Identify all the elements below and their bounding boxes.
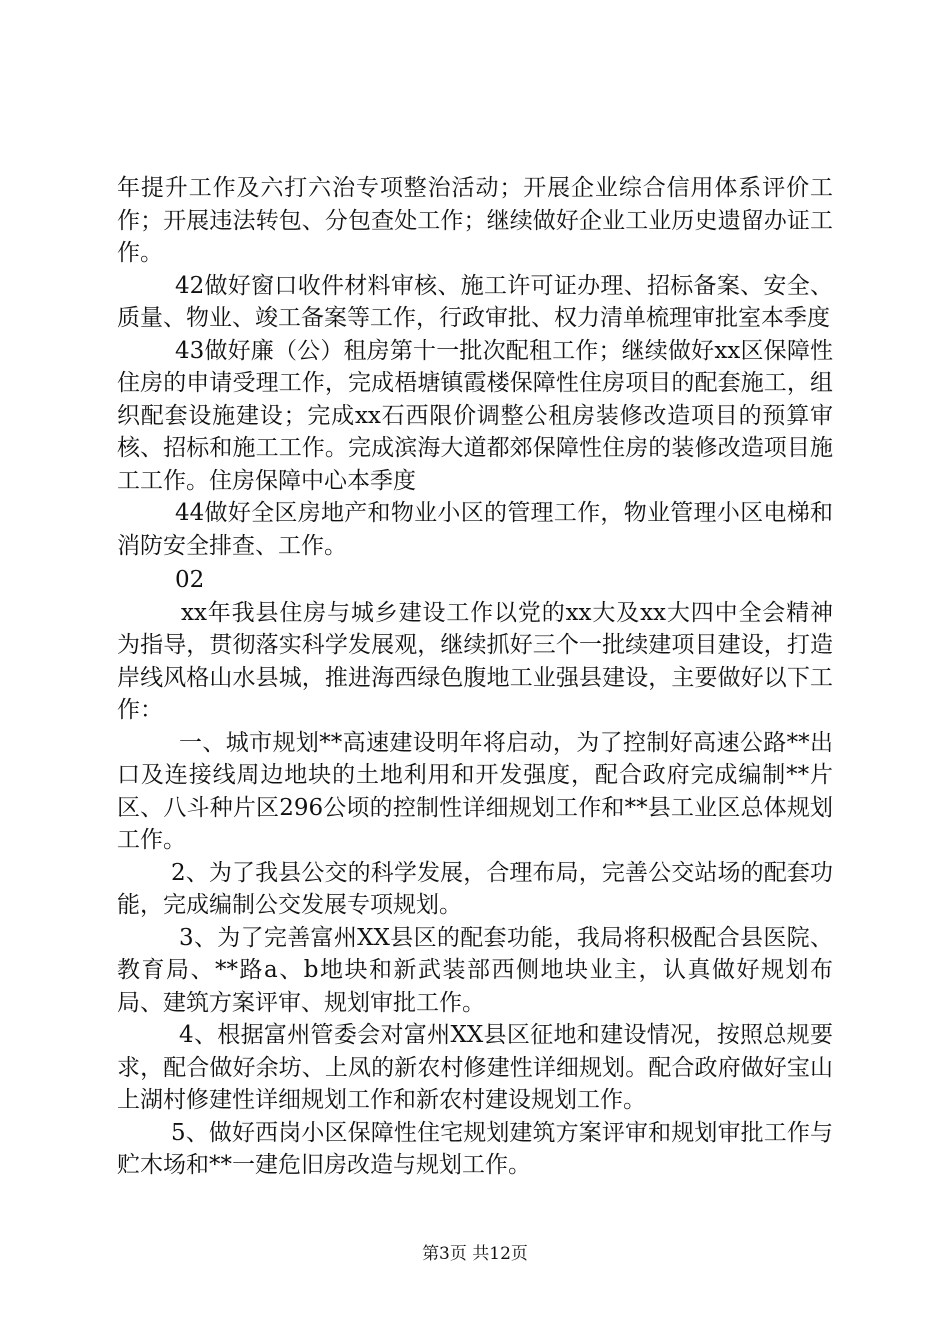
paragraph-intro: xx年我县住房与城乡建设工作以党的xx大及xx大四中全会精神为指导，贯彻落实科学发展观，继续抓好三个一批续建项目建设，打造岸线风格山水县城，推进海西绿色腹地工业强县建设，主要做好以下工作： <box>117 599 833 723</box>
paragraph-point-1: 一、城市规划**高速建设明年将启动，为了控制好高速公路**出口及连接线周边地块的土地利用和开发强度，配合政府完成编制**片区、八斗种片区296公顷的控制性详细规划工作和**县工业区总体规划工作。 <box>117 729 833 853</box>
paragraph-item-43: 43做好廉（公）租房第十一批次配租工作；继续做好xx区保障性住房的申请受理工作，完成梧塘镇霞楼保障性住房项目的配套施工，组织配套设施建设；完成xx石西限价调整公租房装修改造项目的预算审核、招标和施工工作。完成滨海大道都郊保障性住房的装修改造项目施工工作。住房保障中心本季度 <box>117 337 833 494</box>
paragraph-item-42: 42做好窗口收件材料审核、施工许可证办理、招标备案、安全、质量、物业、竣工备案等工作，行政审批、权力清单梳理审批室本季度 <box>117 272 833 331</box>
paragraph-point-2: 2、为了我县公交的科学发展，合理布局，完善公交站场的配套功能，完成编制公交发展专项规划。 <box>117 859 833 918</box>
paragraph-continued: 年提升工作及六打六治专项整治活动；开展企业综合信用体系评价工作；开展违法转包、分包查处工作；继续做好企业工业历史遗留办证工作。 <box>117 175 833 266</box>
document-body <box>117 172 833 1182</box>
paragraph-point-4: 4、根据富州管委会对富州XX县区征地和建设情况，按照总规要求，配合做好余坊、上凤的新农村修建性详细规划。配合政府做好宝山上湖村修建性详细规划工作和新农村建设规划工作。 <box>117 1022 833 1113</box>
section-marker: 02 <box>175 567 205 593</box>
paragraph-item-44: 44做好全区房地产和物业小区的管理工作，物业管理小区电梯和消防安全排查、工作。 <box>117 500 833 559</box>
page-footer: 第3页 共12页 <box>422 1244 528 1264</box>
paragraph-point-5: 5、做好西岗小区保障性住宅规划建筑方案评审和规划审批工作与贮木场和**一建危旧房改造与规划工作。 <box>117 1119 833 1178</box>
paragraph-point-3: 3、为了完善富州XX县区的配套功能，我局将积极配合县医院、教育局、**路a、b地块和新武装部西侧地块业主，认真做好规划布局、建筑方案评审、规划审批工作。 <box>117 924 833 1016</box>
